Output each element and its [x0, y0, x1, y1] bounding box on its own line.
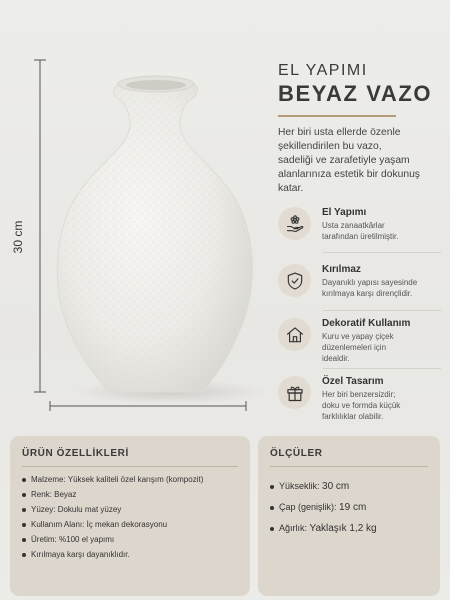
intro-line: sadeliği ve zarafetiyle yaşam	[278, 155, 410, 166]
list-item: Kullanım Alanı: İç mekan dekorasyonu	[22, 517, 203, 532]
gift-icon	[285, 383, 305, 403]
feature-desc-line: düzenlemeleri için	[322, 343, 387, 352]
intro-line: alanlarınıza estetik bir dokunuş	[278, 169, 420, 180]
feature-desc-line: doku ve formda küçük	[322, 401, 401, 410]
intro-line: Her biri usta ellerde özenle	[278, 127, 401, 138]
list-item: Kırılmaya karşı dayanıklıdır.	[22, 547, 203, 562]
list-item: Üretim: %100 el yapımı	[22, 532, 203, 547]
product-title: BEYAZ VAZO	[278, 81, 433, 106]
feature-desc-line: Dayanıklı yapısı sayesinde	[322, 278, 418, 287]
panel-title: ÜRÜN ÖZELLİKLERİ	[22, 448, 129, 459]
hand-flower-icon	[285, 214, 305, 234]
vase-illustration-area	[0, 0, 270, 440]
feature-special-design	[278, 376, 446, 426]
panel-divider	[22, 466, 238, 467]
feature-title: El Yapımı	[322, 207, 367, 218]
feature-unbreakable	[278, 264, 446, 314]
shield-check-icon	[285, 271, 305, 291]
feature-desc-line: tarafından üretilmiştir.	[322, 232, 399, 241]
product-features-panel	[10, 436, 250, 596]
feature-desc-line: idealdir.	[322, 354, 350, 363]
feature-desc-line: Her biri benzersizdir;	[322, 390, 396, 399]
intro-line: şekillendirilen bu vazo,	[278, 141, 382, 152]
measurements-list	[270, 476, 377, 539]
feature-desc-line: farklılıklar olabilir.	[322, 412, 384, 421]
intro-paragraph	[278, 126, 440, 196]
feature-divider	[323, 368, 441, 369]
feature-divider	[323, 252, 441, 253]
list-item: Yükseklik: 30 cm	[270, 476, 377, 497]
height-dimension-line	[34, 60, 46, 392]
feature-title: Özel Tasarım	[322, 376, 384, 387]
feature-desc-line: kırılmaya karşı dirençlidir.	[322, 289, 413, 298]
list-item: Ağırlık: Yaklaşık 1,2 kg	[270, 518, 377, 539]
house-icon	[285, 325, 305, 345]
title-underline	[278, 115, 396, 117]
feature-desc-line: Kuru ve yapay çiçek	[322, 332, 394, 341]
panel-divider	[270, 466, 428, 467]
list-item: Renk: Beyaz	[22, 487, 203, 502]
feature-desc-line: Usta zanaatkârlar	[322, 221, 385, 230]
feature-title: Kırılmaz	[322, 264, 361, 275]
product-description-column	[278, 62, 443, 421]
brand-subtitle: EL YAPIMI	[278, 62, 368, 79]
height-label: 30 cm	[11, 220, 25, 254]
intro-line: katar.	[278, 183, 304, 194]
feature-handmade	[278, 207, 446, 257]
measurements-panel	[258, 436, 440, 596]
list-item: Malzeme: Yüksek kaliteli özel karışım (kompozit)	[22, 472, 203, 487]
feature-divider	[323, 310, 441, 311]
vase-image	[0, 0, 270, 440]
feature-decorative-use	[278, 318, 446, 368]
feature-title: Dekoratif Kullanım	[322, 318, 411, 329]
list-item: Yüzey: Dokulu mat yüzey	[22, 502, 203, 517]
list-item: Çap (genişlik): 19 cm	[270, 497, 377, 518]
panel-title: ÖLÇÜLER	[270, 448, 323, 459]
product-features-list	[22, 472, 203, 562]
